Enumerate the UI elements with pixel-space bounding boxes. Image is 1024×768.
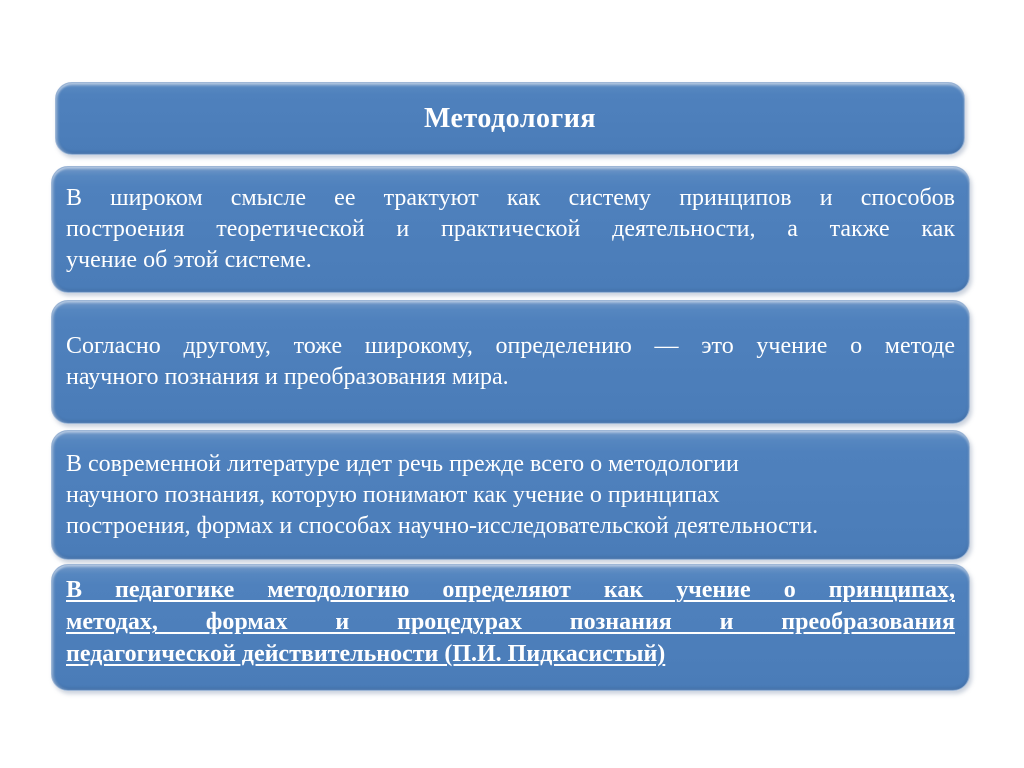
definition-line: учение об этой системе. bbox=[66, 247, 312, 273]
definition-box-modern-literature bbox=[51, 430, 970, 560]
definition-line: научного познания, которую понимают как учение о принципах bbox=[66, 481, 720, 508]
definition-line: научного познания и преобразования мира. bbox=[66, 364, 509, 390]
slide-title: Методология bbox=[423, 102, 597, 134]
definition-line: педагогической действительности (П.И. Пидкасистый) bbox=[66, 641, 666, 667]
definition-box-other-broad bbox=[51, 300, 970, 424]
definition-line: построения, формах и способах научно-исследовательской деятельности. bbox=[66, 512, 819, 539]
definition-line: В широком смысле ее трактуют как систему принципов и способов bbox=[66, 185, 955, 211]
title-box bbox=[55, 82, 965, 155]
definition-line: построения теоретической и практической деятельности, а также как bbox=[66, 216, 955, 242]
definition-line: В педагогике методологию определяют как учение о принципах, bbox=[66, 577, 955, 603]
definition-line: Согласно другому, тоже широкому, определению — это учение о методе bbox=[66, 333, 955, 359]
definition-line: В современной литературе идет речь прежде всего о методологии bbox=[66, 450, 739, 477]
definition-box-broad-sense bbox=[51, 166, 970, 293]
definition-box-pedagogy bbox=[51, 564, 970, 691]
definition-line: методах, формах и процедурах познания и преобразования bbox=[66, 609, 955, 635]
